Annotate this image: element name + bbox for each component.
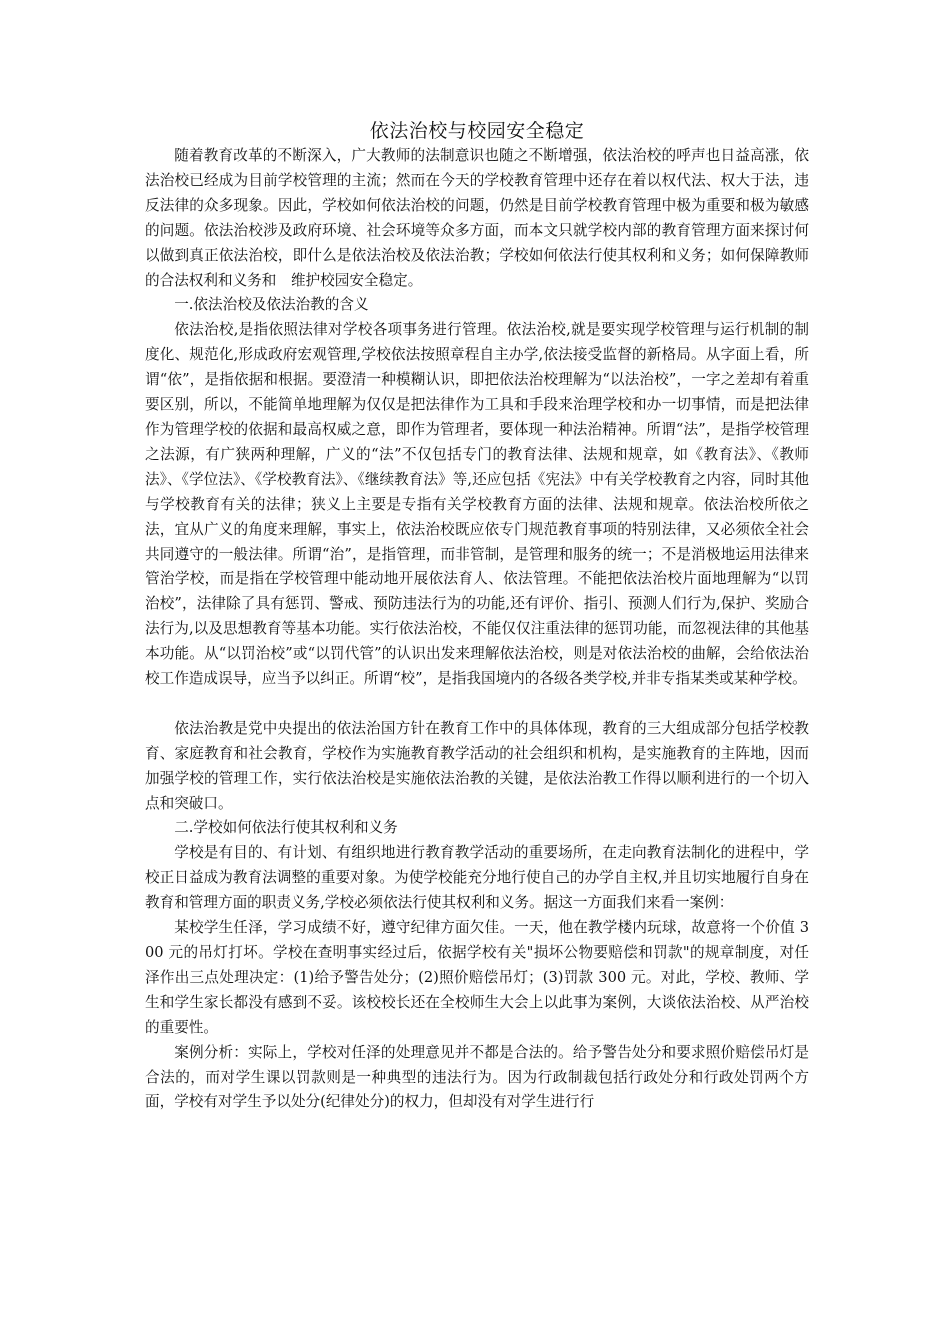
document-title: 依法治校与校园安全稳定 <box>369 120 585 142</box>
blank-line <box>145 692 809 717</box>
body-paragraph: 随着教育改革的不断深入，广大教师的法制意识也随之不断增强，依法治校的呼声也日益高涨，依法治校已经成为目前学校管理的主流；然而在今天的学校教育管理中还存在着以权代法、权大于法，违反法律的众多现象。因此，学校如何依法治校的问题，仍然是目前学校教育管理中极为重要和极为敏感的问题。依法治校涉及政府环境、社会环境等众多方面，而本文只就学校内部的教育管理方面来探讨何以做到真正依法治校，即什么是依法治校及依法治教；学校如何依法行使其权利和义务；如何保障教师的合法权利和义务和 维护校园安全稳定。 <box>145 147 809 289</box>
document-body <box>145 144 809 1115</box>
body-paragraph: 依法治校,是指依照法律对学校各项事务进行管理。依法治校,就是要实现学校管理与运行机制的制度化、规范化,形成政府宏观管理,学校依法按照章程自主办学,依法接受监督的新格局。从字面上看，所谓“依”，是指依据和根据。要澄清一种模糊认识，即把依法治校理解为“以法治校”，一字之差却有着重要区别，所以，不能简单地理解为仅仅是把法律作为工具和手段来治理学校和办一切事情，而是把法律作为管理学校的依据和最高权威之意，即作为管理者，要体现一种法治精神。所谓“法”，是指学校管理之法源，有广狭两种理解，广义的“法”不仅包括专门的教育法律、法规和规章，如《教育法》、《教师法》、《学位法》、《学校教育法》、《继续教育法》等,还应包括《宪法》中有关学校教育之内容，同时其他与学校教育有关的法律；狭义上主要是专指有关学校教育方面的法律、法规和规章。依法治校所依之法，宜从广义的角度来理解，事实上，依法治校既应依专门规范教育事项的特别法律，又必须依全社会共同遵守的一般法律。所谓“治”，是指管理，而非管制，是管理和服务的统一；不是消极地运用法律来管治学校，而是指在学校管理中能动地开展依法育人、依法管理。不能把依法治校片面地理解为“以罚治校”，法律除了具有惩罚、警戒、预防违法行为的功能,还有评价、指引、预测人们行为,保护、奖励合法行为,以及思想教育等基本功能。实行依法治校，不能仅仅注重法律的惩罚功能，而忽视法律的其他基本功能。从“以罚治校”或“以罚代管”的认识出发来理解依法治校，则是对依法治校的曲解，会给依法治校工作造成误导，应当予以纠正。所谓“校”，是指我国境内的各级各类学校,并非专指某类或某种学校。 <box>145 321 809 688</box>
document-page <box>145 118 809 1115</box>
body-paragraph: 学校是有目的、有计划、有组织地进行教育教学活动的重要场所，在走向教育法制化的进程中，学校正日益成为教育法调整的重要对象。为使学校能充分地行使自己的办学自主权,并且切实地履行自身在教育和管理方面的职责义务,学校必须依法行使其权利和义务。据这一方面我们来看一案例： <box>145 844 809 912</box>
body-paragraph: 依法治教是党中央提出的依法治国方针在教育工作中的具体体现，教育的三大组成部分包括学校教育、家庭教育和社会教育，学校作为实施教育教学活动的社会组织和机构，是实施教育的主阵地，因而加强学校的管理工作，实行依法治校是实施依法治教的关键，是依法治教工作得以顺利进行的一个切入点和突破口。 <box>145 719 809 812</box>
body-paragraph: 某校学生任泽，学习成绩不好，遵守纪律方面欠佳。一天，他在教学楼内玩球，故意将一个价值 300 元的吊灯打坏。学校在查明事实经过后，依据学校有关"损坏公物要赔偿和罚款"的规章制度，对任泽作出三点处理决定：(1)给予警告处分；(2)照价赔偿吊灯；(3)罚款 300 元。对此，学校、教师、学生和学生家长都没有感到不妥。该校校长还在全校师生大会上以此事为案例，大谈依法治校、从严治校的重要性。 <box>145 919 809 1036</box>
section-heading: 一.依法治校及依法治教的含义 <box>174 296 369 314</box>
body-paragraph: 案例分析：实际上，学校对任泽的处理意见并不都是合法的。给予警告处分和要求照价赔偿吊灯是合法的，而对学生课以罚款则是一种典型的违法行为。因为行政制裁包括行政处分和行政处罚两个方面，学校有对学生予以处分(纪律处分)的权力，但却没有对学生进行行 <box>145 1043 809 1111</box>
section-heading: 二.学校如何依法行使其权利和义务 <box>174 819 398 837</box>
